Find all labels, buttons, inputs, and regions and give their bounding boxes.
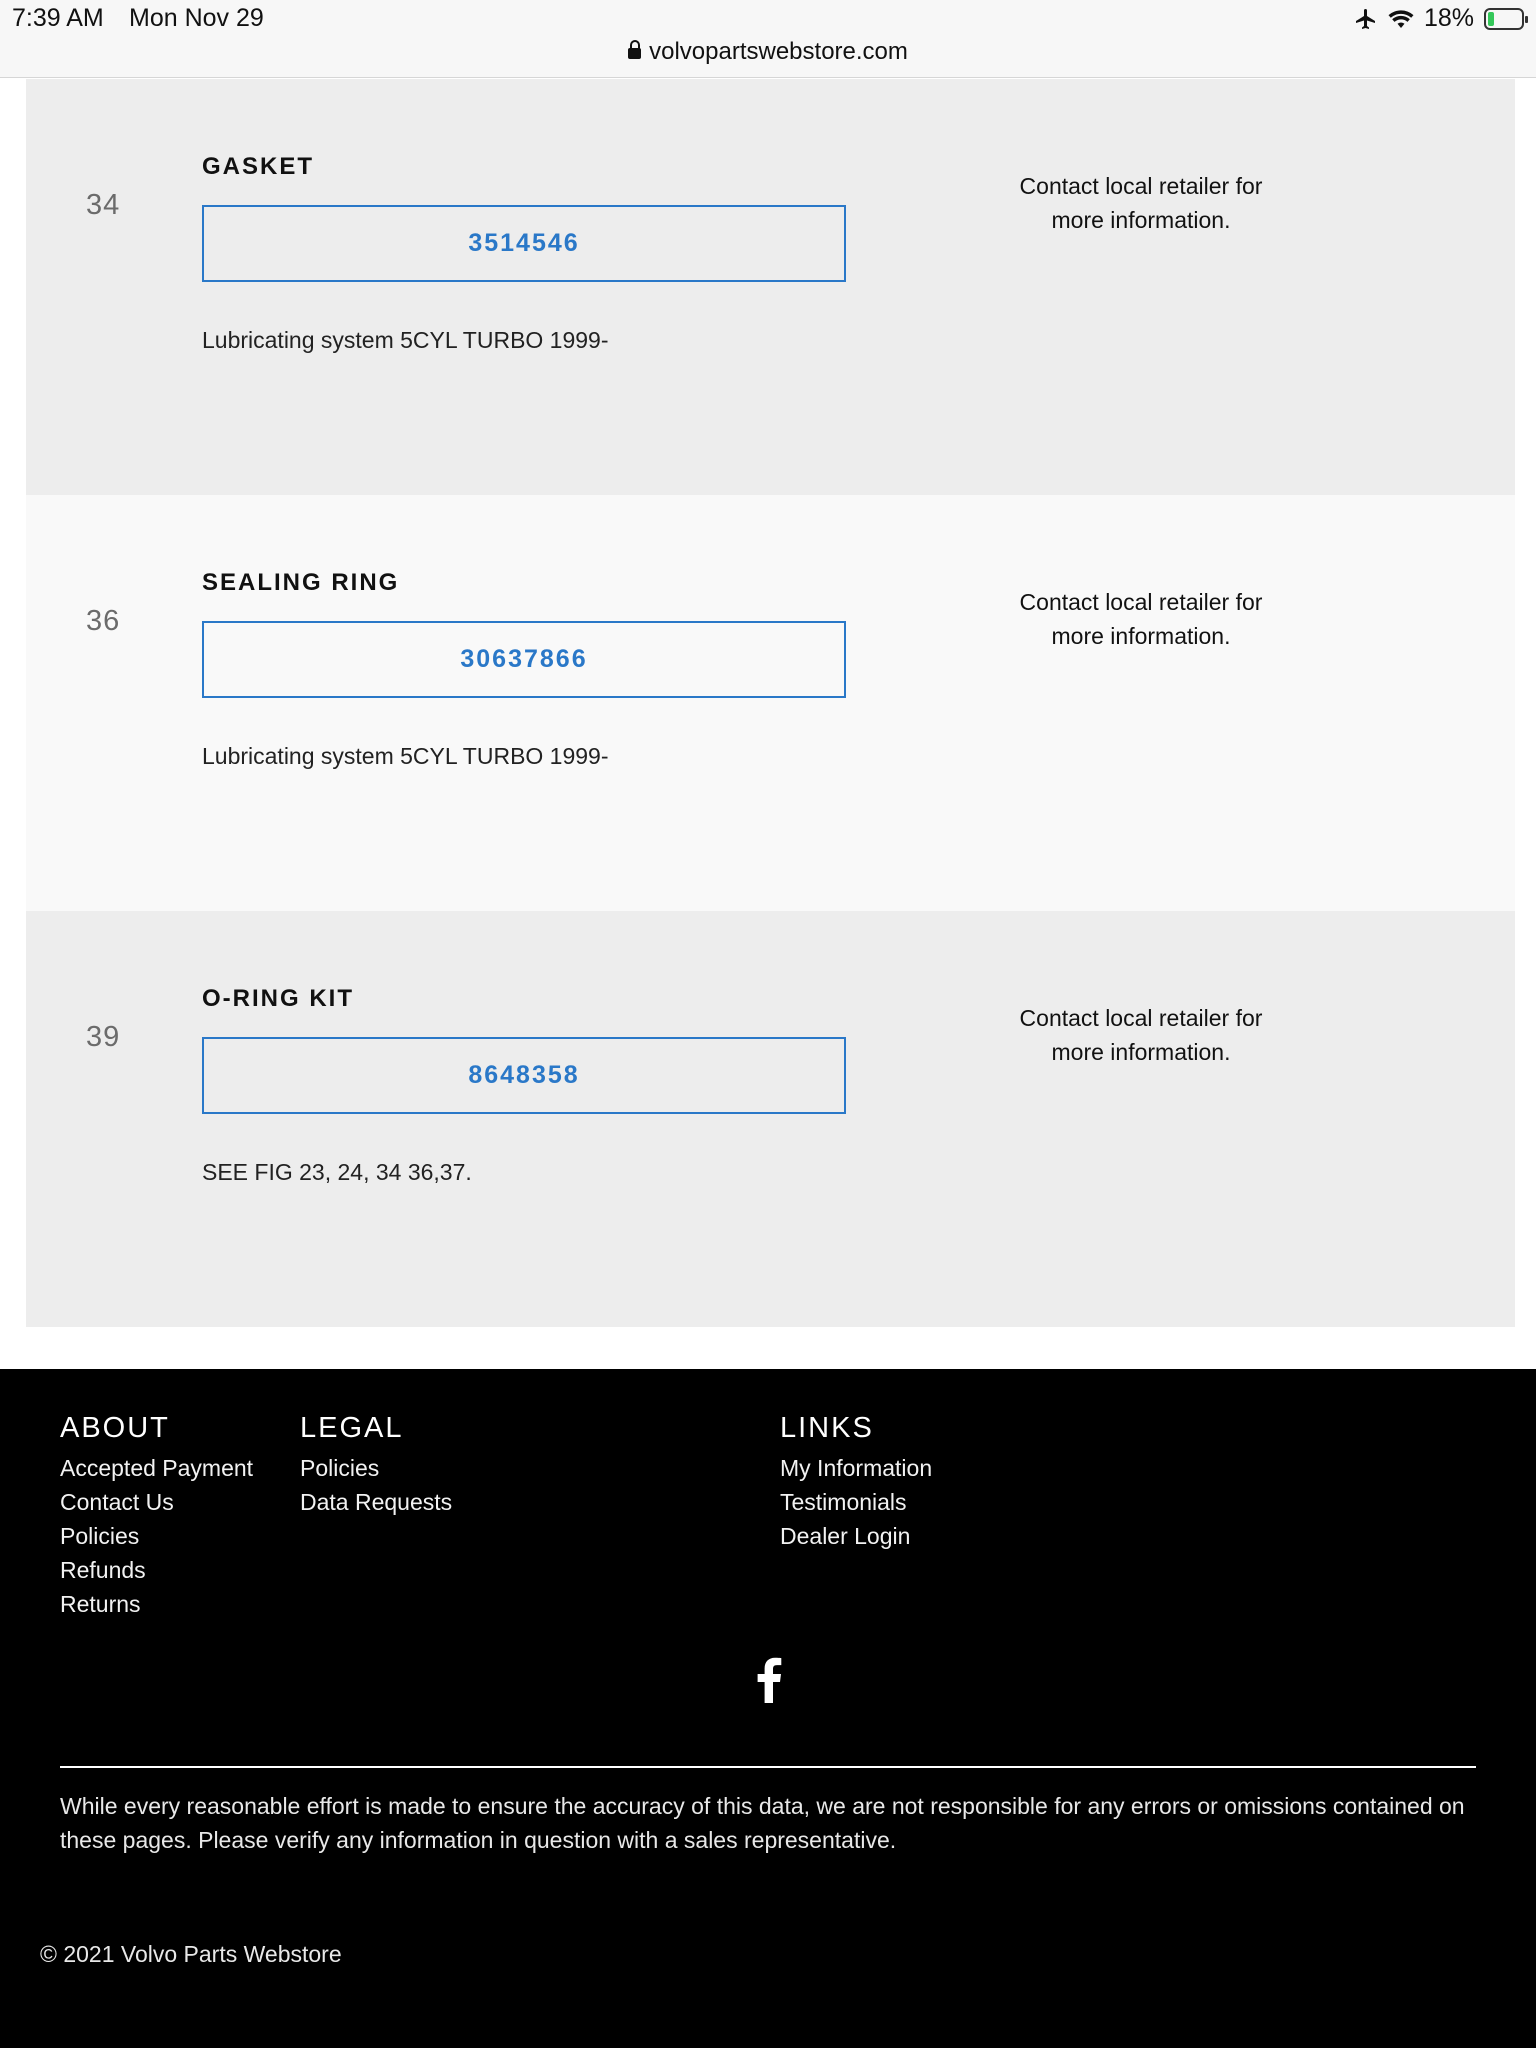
contact-retailer-text bbox=[976, 1001, 1306, 1069]
lock-icon bbox=[628, 48, 641, 59]
part-name: SEALING RING bbox=[202, 569, 400, 596]
footer-link-testimonials[interactable]: Testimonials bbox=[780, 1489, 907, 1515]
airplane-icon bbox=[1354, 7, 1378, 31]
contact-retailer-text bbox=[976, 585, 1306, 653]
footer-link-refunds[interactable]: Refunds bbox=[60, 1557, 146, 1583]
footer-disclaimer: While every reasonable effort is made to ensure the accuracy of this data, we are not responsible for any errors or omissions contained on these pages. Please verify any information in question with a sales representative. bbox=[60, 1793, 1465, 1853]
contact-line: Contact local retailer for bbox=[1019, 173, 1263, 199]
contact-line: more information. bbox=[1051, 623, 1231, 649]
footer-legal-column bbox=[300, 1412, 452, 1519]
parts-list bbox=[26, 79, 1515, 1327]
part-number-button[interactable]: 8648358 bbox=[202, 1037, 846, 1114]
footer-copyright: © 2021 Volvo Parts Webstore bbox=[40, 1941, 342, 1967]
footer-link-policies[interactable]: Policies bbox=[60, 1523, 140, 1549]
footer-link-legal-policies[interactable]: Policies bbox=[300, 1455, 380, 1481]
status-indicators bbox=[1354, 4, 1524, 33]
footer-about-heading: ABOUT bbox=[60, 1412, 170, 1444]
status-time: 7:39 AM bbox=[12, 4, 104, 32]
part-number-button[interactable]: 3514546 bbox=[202, 205, 846, 282]
contact-line: more information. bbox=[1051, 207, 1231, 233]
part-callout-number: 34 bbox=[86, 189, 121, 221]
part-callout-number: 39 bbox=[86, 1021, 121, 1053]
facebook-icon[interactable] bbox=[756, 1657, 782, 1703]
status-bar bbox=[0, 0, 1536, 78]
contact-line: more information. bbox=[1051, 1039, 1231, 1065]
address-bar[interactable] bbox=[0, 38, 1536, 66]
contact-line: Contact local retailer for bbox=[1019, 589, 1263, 615]
footer-about-column bbox=[60, 1412, 253, 1621]
footer-links-heading: LINKS bbox=[780, 1412, 874, 1444]
part-description: Lubricating system 5CYL TURBO 1999- bbox=[202, 743, 609, 769]
footer-divider bbox=[60, 1766, 1476, 1768]
footer-link-accepted-payment[interactable]: Accepted Payment bbox=[60, 1455, 254, 1481]
footer-link-returns[interactable]: Returns bbox=[60, 1591, 141, 1617]
part-number-button[interactable]: 30637866 bbox=[202, 621, 846, 698]
battery-charging-icon bbox=[1484, 8, 1524, 30]
contact-line: Contact local retailer for bbox=[1019, 1005, 1263, 1031]
part-name: O-RING KIT bbox=[202, 985, 354, 1012]
part-row bbox=[26, 911, 1515, 1327]
footer-link-dealer-login[interactable]: Dealer Login bbox=[780, 1523, 911, 1549]
part-row bbox=[26, 495, 1515, 911]
wifi-icon bbox=[1388, 8, 1414, 30]
battery-level bbox=[1488, 12, 1494, 26]
url-text: volvopartswebstore.com bbox=[649, 38, 908, 65]
part-callout-number: 36 bbox=[86, 605, 121, 637]
status-date: Mon Nov 29 bbox=[129, 4, 264, 32]
site-footer bbox=[0, 1369, 1536, 2048]
contact-retailer-text bbox=[976, 169, 1306, 237]
part-description: Lubricating system 5CYL TURBO 1999- bbox=[202, 327, 609, 353]
footer-link-my-information[interactable]: My Information bbox=[780, 1455, 933, 1481]
battery-percent: 18% bbox=[1423, 4, 1474, 32]
part-row bbox=[26, 79, 1515, 495]
footer-link-data-requests[interactable]: Data Requests bbox=[300, 1489, 453, 1515]
part-name: GASKET bbox=[202, 153, 315, 180]
part-description: SEE FIG 23, 24, 34 36,37. bbox=[202, 1159, 472, 1185]
footer-links-column bbox=[780, 1412, 932, 1553]
footer-legal-heading: LEGAL bbox=[300, 1412, 404, 1444]
footer-link-contact-us[interactable]: Contact Us bbox=[60, 1489, 174, 1515]
